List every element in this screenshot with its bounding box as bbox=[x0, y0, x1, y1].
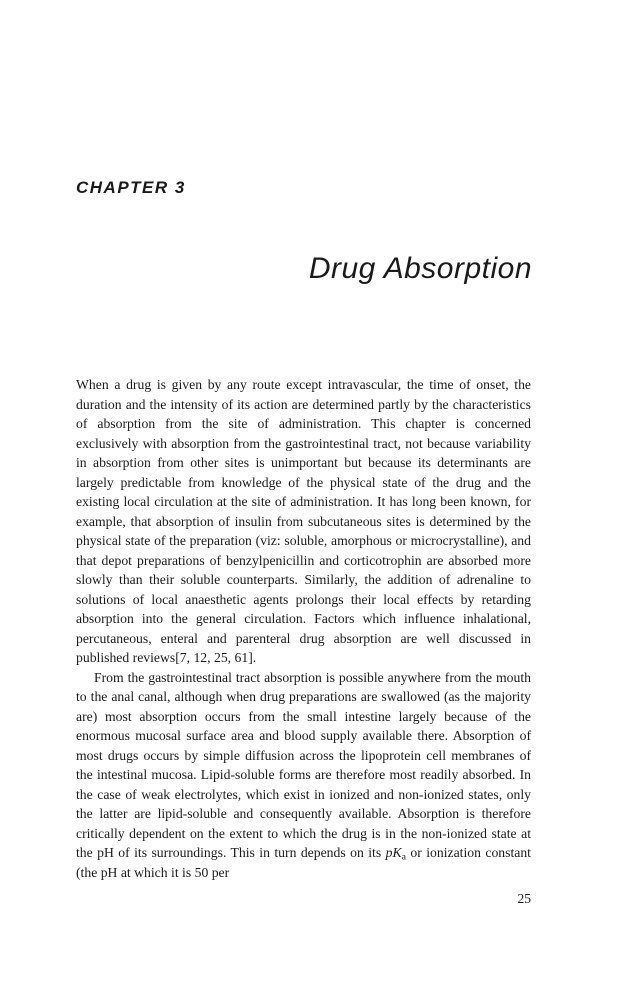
body-text bbox=[76, 375, 531, 882]
paragraph-2-text-start: From the gastrointestinal tract absorption is possible anywhere from the mouth to the anal canal, although when drug preparations are swallowed (as the majority are) most absorption occurs from the small intestine largely because of the enormous mucosal surface area and blood supply available there. Absorption of most drugs occurs by simple diffusion across the lipoprotein cell membranes of the intestinal mucosa. Lipid-soluble forms are therefore most readily absorbed. In the case of weak electrolytes, which exist in ionized and non-ionized states, only the latter are lipid-soluble and consequently available. Absorption is therefore critically dependent on the extent to which the drug is in the non-ionized state at the pH of its surroundings. This in turn depends on its bbox=[76, 669, 531, 860]
page-number: 25 bbox=[517, 891, 531, 906]
pka-symbol: pK bbox=[385, 845, 402, 860]
pka-subscript: a bbox=[401, 851, 406, 863]
paragraph-2 bbox=[76, 668, 531, 883]
paragraph-1: When a drug is given by any route except intravascular, the time of onset, the duration and the intensity of its action are determined partly by the characteristics of absorption from the site of administration. This chapter is concerned exclusively with absorption from the gastrointestinal tract, not because variability in absorption from other sites is unimportant but because its determinants are largely predictable from knowledge of the physical state of the drug and the existing local circulation at the site of administration. It has long been known, for example, that absorption of insulin from subcutaneous sites is determined by the physical state of the preparation (viz: soluble, amorphous or microcrystalline), and that depot preparations of benzylpenicillin and corticotrophin are absorbed more slowly than their soluble counterparts. Similarly, the addition of adrenaline to solutions of local anaesthetic agents prolongs their local effects by retarding absorption into the general circulation. Factors which influence inhalational, percutaneous, enteral and parenteral drug absorption are well discussed in published reviews[7, 12, 25, 61]. bbox=[76, 377, 531, 665]
chapter-label: CHAPTER 3 bbox=[76, 178, 186, 197]
chapter-title: Drug Absorption bbox=[308, 252, 532, 285]
paragraph-2-text-end: or ionization constant (the pH at which it is 50 per bbox=[76, 845, 531, 880]
